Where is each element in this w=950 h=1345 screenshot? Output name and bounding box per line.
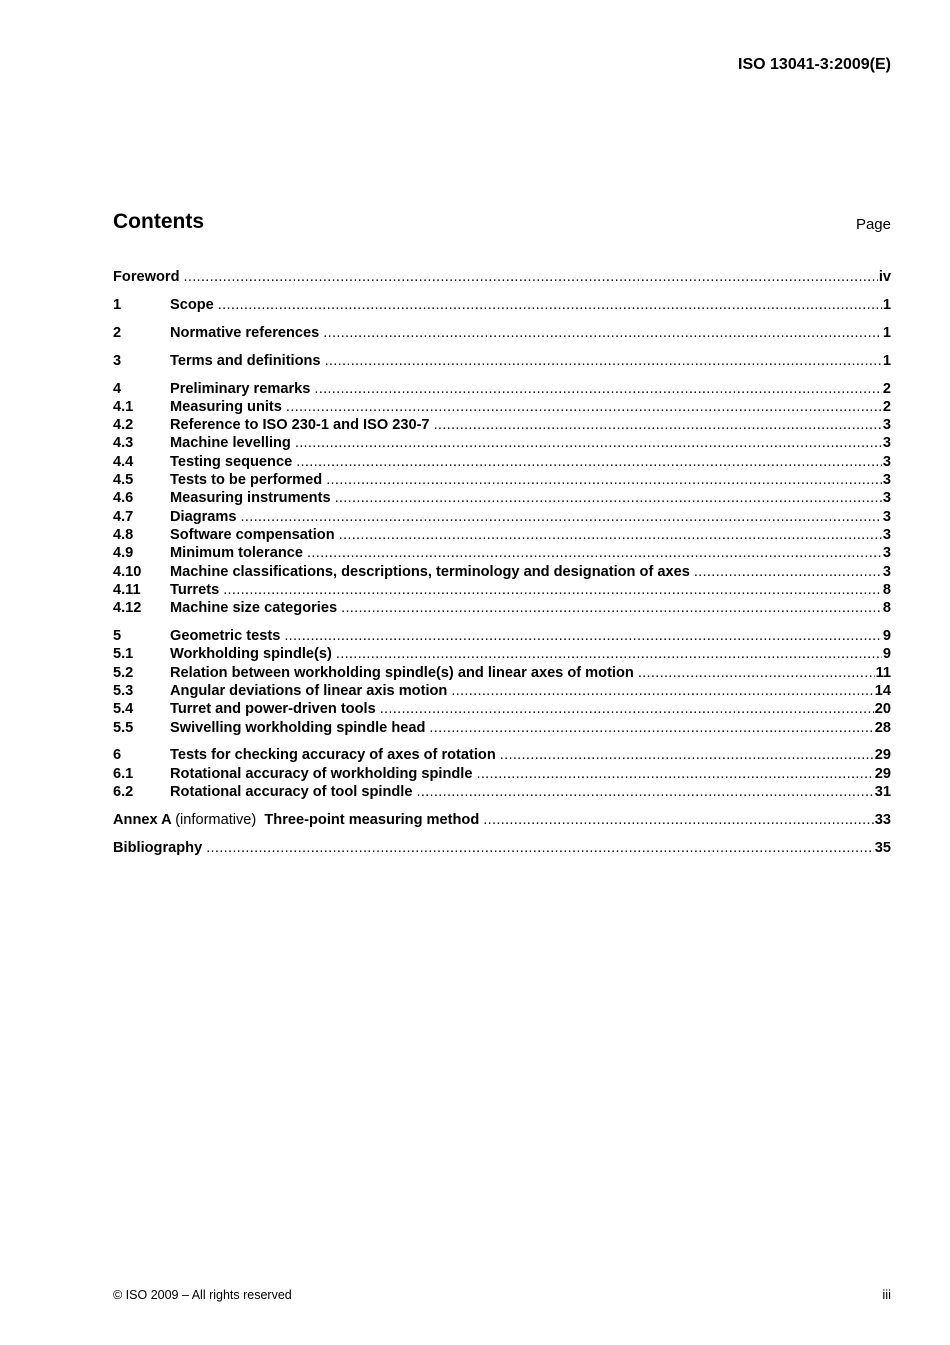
table-of-contents [113, 268, 891, 857]
toc-dot-leader [341, 599, 882, 617]
toc-entry-page: 3 [882, 453, 891, 470]
toc-dot-leader [339, 526, 882, 544]
toc-entry-page: 33 [874, 811, 891, 828]
toc-dot-leader [241, 508, 882, 526]
toc-entry-title: Minimum tolerance [170, 545, 303, 562]
toc-entry-page: 29 [874, 747, 891, 764]
toc-entry-title: Foreword [113, 269, 180, 285]
toc-entry-number: 5.2 [113, 664, 134, 681]
toc-entry[interactable] [113, 765, 891, 783]
toc-entry[interactable] [113, 489, 891, 507]
toc-entry[interactable] [113, 508, 891, 526]
toc-dot-leader [314, 380, 882, 398]
toc-entry-title: Measuring units [170, 398, 282, 415]
toc-entry-title: Geometric tests [170, 628, 281, 645]
toc-entry[interactable] [113, 682, 891, 700]
toc-entry-number: 4.3 [113, 435, 134, 452]
toc-entry-title: Measuring instruments [170, 490, 331, 507]
toc-entry-page: 14 [874, 682, 891, 699]
document-id: ISO 13041-3:2009(E) [738, 56, 891, 73]
toc-dot-leader [335, 489, 882, 507]
toc-dot-leader [326, 471, 882, 489]
toc-dot-leader [284, 627, 882, 645]
toc-entry[interactable] [113, 352, 891, 370]
toc-entry-number: 4.12 [113, 600, 142, 617]
toc-entry-page: 3 [882, 545, 891, 562]
toc-entry-title: Tests for checking accuracy of axes of rotation [170, 747, 496, 764]
toc-entry-page: 8 [882, 600, 891, 617]
toc-entry[interactable] [113, 627, 891, 645]
copyright-notice: © ISO 2009 – All rights reserved [113, 1288, 292, 1302]
toc-entry[interactable] [113, 526, 891, 544]
toc-entry-title: Turrets [170, 581, 220, 598]
toc-entry-page: 35 [874, 839, 891, 856]
page-column-label: Page [855, 216, 891, 233]
toc-entry-title: Testing sequence [170, 453, 293, 470]
toc-entry-page: 3 [882, 435, 891, 452]
toc-entry-number: 5.1 [113, 646, 134, 663]
toc-entry[interactable] [113, 645, 891, 663]
toc-entry-page: 3 [882, 417, 891, 434]
toc-entry-page: 2 [882, 380, 891, 397]
toc-entry-title: Machine levelling [170, 435, 291, 452]
toc-entry-page: 1 [882, 296, 891, 313]
toc-entry-page: 3 [882, 472, 891, 489]
toc-dot-leader [451, 682, 873, 700]
toc-dot-leader [296, 453, 882, 471]
toc-entry-title: Rotational accuracy of tool spindle [170, 783, 413, 800]
toc-entry-page: 2 [882, 398, 891, 415]
toc-entry[interactable] [113, 324, 891, 342]
toc-dot-leader [223, 581, 882, 599]
toc-entry-number: 4.4 [113, 453, 134, 470]
toc-dot-leader [638, 664, 875, 682]
annex-informative: (informative) [175, 811, 257, 828]
toc-entry-number: 6.1 [113, 765, 134, 782]
toc-dot-leader [307, 544, 882, 562]
toc-entry-title: Turret and power-driven tools [170, 701, 376, 718]
toc-entry-number: 3 [113, 352, 122, 369]
toc-entry[interactable] [113, 544, 891, 562]
toc-dot-leader [476, 765, 873, 783]
toc-entry-title: Bibliography [113, 839, 203, 856]
toc-entry-title: Terms and definitions [170, 352, 321, 369]
toc-dot-leader [694, 563, 882, 581]
toc-entry[interactable] [113, 664, 891, 682]
toc-entry-number: 4.1 [113, 398, 134, 415]
toc-entry-number: 4 [113, 380, 122, 397]
toc-entry[interactable] [113, 599, 891, 617]
toc-entry[interactable] [113, 719, 891, 737]
toc-entry-annex[interactable] [113, 811, 891, 829]
toc-entry-title: Relation between workholding spindle(s) and linear axes of motion [170, 664, 634, 681]
toc-dot-leader [286, 398, 882, 416]
toc-entry-title: Scope [170, 296, 214, 313]
toc-entry-number: 4.2 [113, 417, 134, 434]
toc-entry[interactable] [113, 453, 891, 471]
toc-entry-number: 4.9 [113, 545, 134, 562]
toc-entry[interactable] [113, 434, 891, 452]
toc-dot-leader [295, 434, 882, 452]
toc-entry-number: 4.5 [113, 472, 134, 489]
toc-entry[interactable] [113, 746, 891, 764]
toc-entry-number: 4.8 [113, 526, 134, 543]
toc-entry-number: 6.2 [113, 783, 134, 800]
toc-entry[interactable] [113, 398, 891, 416]
toc-entry-page: 1 [882, 352, 891, 369]
toc-entry-page: 20 [874, 701, 891, 718]
toc-dot-leader [483, 811, 874, 829]
toc-dot-leader [323, 324, 882, 342]
toc-entry-page: 3 [882, 563, 891, 580]
toc-entry-page: 3 [882, 490, 891, 507]
toc-entry-title: Rotational accuracy of workholding spindle [170, 765, 473, 782]
page-number: iii [882, 1287, 891, 1302]
toc-entry-title: Normative references [170, 324, 320, 341]
toc-entry-number: 5 [113, 628, 122, 645]
toc-entry-page: 29 [874, 765, 891, 782]
toc-entry[interactable] [113, 700, 891, 718]
annex-title: Three-point measuring method [264, 811, 480, 828]
toc-dot-leader [500, 746, 874, 764]
toc-entry-number: 5.5 [113, 719, 134, 736]
toc-entry-bibliography[interactable] [113, 839, 891, 857]
toc-entry[interactable] [113, 471, 891, 489]
toc-entry-title: Machine classifications, descriptions, terminology and designation of axes [170, 563, 690, 580]
toc-entry-number: 4.11 [113, 581, 141, 598]
toc-entry[interactable] [113, 783, 891, 801]
toc-dot-leader [206, 839, 874, 857]
toc-dot-leader [218, 296, 882, 314]
toc-entry-number: 2 [113, 324, 122, 341]
contents-heading: Contents [113, 210, 204, 233]
toc-entry-title: Swivelling workholding spindle head [170, 719, 426, 736]
toc-entry-page: 9 [882, 646, 891, 663]
toc-entry-number: 4.7 [113, 508, 134, 525]
toc-entry[interactable] [113, 296, 891, 314]
toc-dot-leader [416, 783, 873, 801]
toc-dot-leader [336, 645, 882, 663]
toc-entry-page: iv [878, 269, 891, 285]
annex-prefix: Annex A [113, 811, 172, 828]
toc-dot-leader [429, 719, 873, 737]
toc-entry-page: 31 [874, 783, 891, 800]
toc-entry-number: 5.3 [113, 682, 134, 699]
toc-entry-title: Tests to be performed [170, 472, 323, 489]
toc-entry-title: Preliminary remarks [170, 380, 311, 397]
toc-entry-title: Software compensation [170, 526, 335, 543]
toc-entry-title: Diagrams [170, 508, 237, 525]
toc-entry-page: 3 [882, 508, 891, 525]
toc-entry-page: 9 [882, 628, 891, 645]
toc-entry[interactable] [113, 563, 891, 581]
toc-entry-title: Workholding spindle(s) [170, 646, 332, 663]
toc-dot-leader [434, 416, 882, 434]
toc-entry-title: Reference to ISO 230-1 and ISO 230-7 [170, 417, 430, 434]
toc-dot-leader [380, 700, 874, 718]
toc-dot-leader [183, 268, 877, 286]
toc-entry-page: 3 [882, 526, 891, 543]
toc-entry[interactable] [113, 581, 891, 599]
toc-entry-page: 11 [875, 664, 891, 681]
toc-entry-page: 1 [882, 324, 891, 341]
toc-entry-title [113, 811, 479, 829]
toc-entry[interactable] [113, 380, 891, 398]
toc-entry-number: 4.10 [113, 563, 142, 580]
toc-entry[interactable] [113, 268, 891, 286]
toc-entry-number: 4.6 [113, 490, 134, 507]
toc-entry-title: Angular deviations of linear axis motion [170, 682, 448, 699]
toc-entry-title: Machine size categories [170, 600, 338, 617]
toc-entry-number: 1 [113, 296, 122, 313]
toc-entry-number: 5.4 [113, 701, 134, 718]
toc-dot-leader [325, 352, 882, 370]
toc-entry[interactable] [113, 416, 891, 434]
toc-entry-page: 8 [882, 581, 891, 598]
toc-entry-page: 28 [874, 719, 891, 736]
toc-entry-number: 6 [113, 747, 122, 764]
